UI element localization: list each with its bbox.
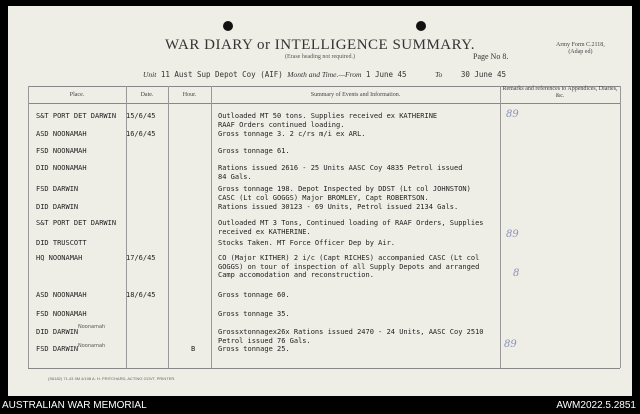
row-events [218,219,484,236]
place-column-header: Place. [69,92,85,98]
event-line: Gross tonnage 35. [218,310,290,318]
punch-hole [223,21,233,31]
row-place: HQ NOONAMAH [36,254,83,262]
row-place: FSD DARWIN [36,345,79,353]
row-events [218,291,290,300]
month-label: Month and Time.—From [287,70,362,79]
army-form-number [556,42,605,56]
event-line: received ex KATHERINE. [218,227,311,236]
row-events [218,328,484,345]
event-line: Outloaded MT 50 tons. Supplies received ex KATHERINE [218,112,438,120]
column-rule [126,86,127,368]
event-line: Grossxtonnagex26x Rations issued 2470 - 24 Units, AASC Coy 2510 [218,328,484,336]
row-events [218,239,395,248]
event-line: Outloaded MT 3 Tons, Continued loading of RAAF Orders, Supplies [218,219,484,227]
event-line: RAAF Orders continued loading. [218,120,345,129]
handwritten-annotation: Noonamah [78,343,106,349]
row-place: DID DARWIN [36,328,79,336]
row-events [218,130,366,139]
row-place: DID NOONAMAH [36,164,87,172]
remarks-mark: 89 [504,339,517,350]
page-number: Page No 8. [473,52,509,61]
archive-credit: AUSTRALIAN WAR MEMORIAL [2,400,147,411]
row-events [218,310,290,319]
from-date: 1 June 45 [365,70,407,79]
form-number: Army Form C.2118, [556,42,605,48]
column-rule [28,86,29,368]
column-rule [211,86,212,368]
row-date: 17/6/45 [126,254,156,262]
event-line: Gross tonnage 3. 2 c/rs m/i ex ARL. [218,130,366,138]
unit-label: Unit [143,70,157,79]
handwritten-annotation: Noonamah [78,324,106,330]
document-title: WAR DIARY or INTELLIGENCE SUMMARY. [165,37,475,53]
hour-column-header: Hour. [182,92,197,98]
row-place: ASD NOONAMAH [36,291,87,299]
event-line: GOGGS) on tour of inspection of all Supply Depots and arranged [218,262,480,271]
punch-hole [416,21,426,31]
row-events [218,254,479,280]
row-events [218,164,462,181]
date-column-header: Date. [140,92,154,98]
event-line: Gross tonnage 61. [218,147,290,155]
form-sub: (Adap ed) [568,49,593,55]
row-date: 16/6/45 [126,130,156,138]
column-rule [168,86,169,368]
row-hour: B [191,345,196,353]
document-subtitle: (Erase heading not required.) [285,54,355,60]
event-line: Gross tonnage 198. Depot Inspected by DDST (Lt col JOHNSTON) [218,185,471,193]
event-line: Petrol issued 76 Gals. [218,336,311,345]
row-place: FSD DARWIN [36,185,79,193]
event-line: Gross tonnage 25. [218,345,290,353]
row-events [218,185,471,202]
row-events [218,112,437,129]
row-events [218,147,290,156]
row-place: ASD NOONAMAH [36,130,87,138]
archive-reference: AWM2022.5.2851 [556,400,636,411]
row-date: 18/6/45 [126,291,156,299]
to-label: To [435,70,443,79]
remarks-column-header: Remarks and references to Appendices, Diaries, &c. [502,86,618,99]
event-line: Rations issued 30123 - 69 Units, Petrol issued 2134 Gals. [218,203,459,211]
row-date: 15/6/45 [126,112,156,120]
table-bottom-rule [28,368,620,369]
row-place: DID DARWIN [36,203,79,211]
remarks-mark: 8 [513,268,520,279]
row-events [218,345,290,354]
event-line: CO (Major KITHER) 2 i/c (Capt RICHES) accompanied CASC (Lt col [218,254,480,262]
column-rule [500,86,501,368]
unit-value: 11 Aust Sup Depot Coy (AIF) [160,70,283,79]
event-line: CASC (Lt col GOGGS) Major BROMLEY, Capt ROBERTSON. [218,193,429,202]
row-place: DID TRUSCOTT [36,239,87,247]
event-line: Rations issued 2616 - 25 Units AASC Coy 4835 Petrol issued [218,164,463,172]
column-rule [620,86,621,368]
diary-sheet [8,6,632,396]
row-place: S&T PORT DET DARWIN [36,112,117,120]
event-line: 84 Gals. [218,172,252,181]
row-events [218,203,458,212]
row-place: S&T PORT DET DARWIN [36,219,117,227]
event-line: Gross tonnage 60. [218,291,290,299]
header-rule [28,103,620,104]
unit-line [143,70,506,79]
summary-column-header: Summary of Events and Information. [310,92,401,98]
row-place: FSD NOONAMAH [36,147,87,155]
event-line: Stocks Taken. MT Force Officer Dep by Air. [218,239,396,247]
to-date: 30 June 45 [460,70,506,79]
remarks-mark: 89 [506,109,519,120]
event-line: Camp accomodation and reconstruction. [218,271,374,279]
row-place: FSD NOONAMAH [36,310,87,318]
printer-imprint: (S6182) 71.43 3M 4/108 A. H. PRITCHARD, ACTING GOVT. PRINTER. [48,376,176,381]
remarks-mark: 89 [506,229,519,240]
